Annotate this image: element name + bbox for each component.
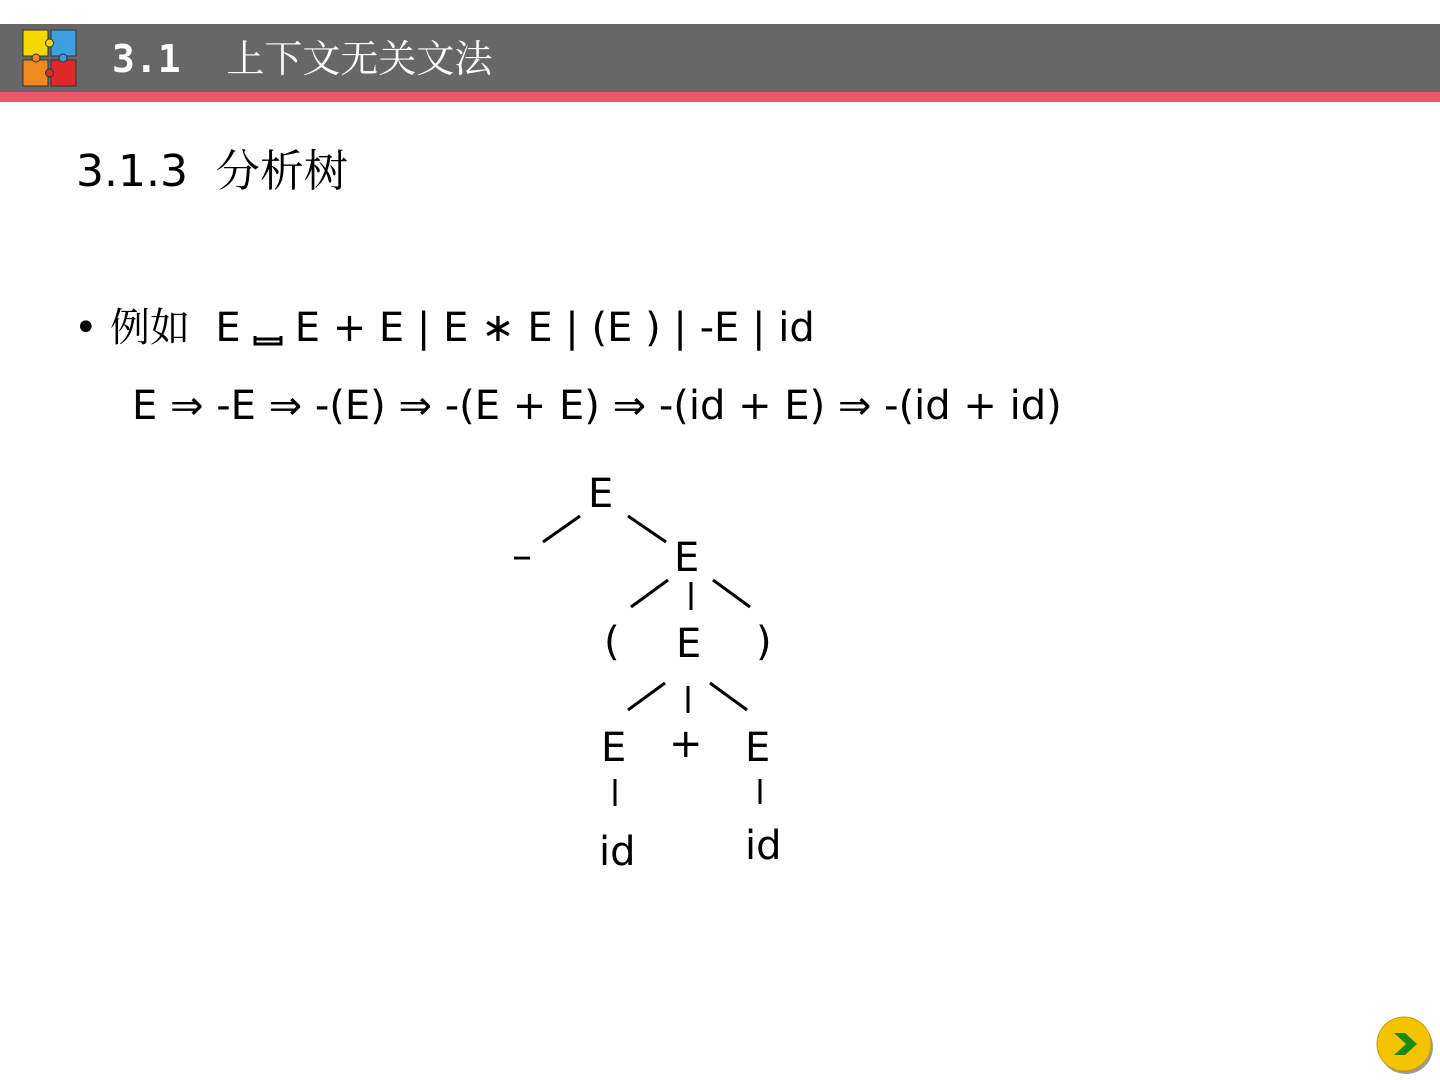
edge-e2-eright <box>710 683 747 710</box>
edge-root-e1 <box>628 516 666 542</box>
edge-e2-eleft <box>628 683 665 710</box>
derivation-sequence: E ⇒ -E ⇒ -(E) ⇒ -(E + E) ⇒ -(id + E) ⇒ -(id + id) <box>132 383 1062 429</box>
bullet-point: • <box>74 305 98 351</box>
next-slide-button[interactable] <box>1374 1014 1436 1076</box>
tree-node-id-right: id <box>745 823 782 869</box>
edge-e1-lparen <box>631 580 668 607</box>
produces-symbol-icon <box>251 310 285 350</box>
next-arrow-icon <box>1374 1014 1436 1076</box>
grammar-example <box>74 300 815 356</box>
title-bar-accent-stripe <box>0 92 1440 102</box>
edge-root-minus <box>543 516 580 542</box>
section-number: 3.1 <box>112 37 181 81</box>
tree-node-e-level2: E <box>676 621 702 667</box>
tree-node-lparen: ( <box>604 619 620 665</box>
tree-node-plus: + <box>669 721 703 767</box>
tree-node-root: E <box>588 471 614 517</box>
header-title-text: 上下文无关文法 <box>226 37 493 81</box>
tree-node-rparen: ) <box>756 619 772 665</box>
tree-node-e-left: E <box>601 725 627 771</box>
grammar-rhs: E + E | E ∗ E | (E ) | -E | id <box>294 305 815 351</box>
tree-node-e-level1: E <box>674 535 700 581</box>
tree-node-minus: – <box>512 533 532 579</box>
tree-node-id-left: id <box>599 829 636 875</box>
tree-node-e-right: E <box>745 725 771 771</box>
example-lead: 例如 E <box>110 305 241 351</box>
edge-e1-rparen <box>713 580 750 607</box>
section-title: 3.1.3 分析树 <box>76 146 348 197</box>
slide-header <box>112 34 492 84</box>
puzzle-logo-icon <box>22 29 78 87</box>
